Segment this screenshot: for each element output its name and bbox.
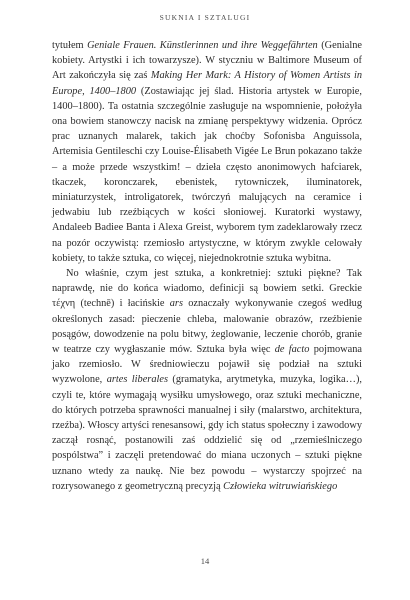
text-run: oznaczały wykonywanie czegoś według określonych zasad: pieczenie chleba, malowanie obrazów, rzeźbienie posągów, dowodzenie na polu bitwy, żeglowanie, leczenie chorób, granie w teatrze czy wygłaszanie mów. Sztuka była więc bbox=[52, 298, 362, 356]
text-run: No właśnie, czym jest sztuka, a konkretniej: sztuki piękne? Tak naprawdę, nie do końca wiadomo, definicji są bowiem setki. Greckie τέχνη (technē) i łacińskie bbox=[52, 268, 362, 310]
text-run: tytułem bbox=[52, 40, 88, 51]
running-header: SUKNIA I SZTALUGI bbox=[159, 13, 251, 22]
paragraph-2 bbox=[52, 266, 362, 494]
text-run: (Zostawiając jej ślad. Historia artystek w Europie, 1400–1800). Ta ostatnia szczególnie zasługuje na wspomnienie, położyła ona bowiem stanowczy nacisk na zmianę perspektywy widzenia. Oprócz prac uznanych malarek, takich jak choćby Sofonisba Anguissola, Artemisia Gentileschi czy Louise-Élisabeth Vigée Le Brun pokazano także – a może przede wszystkim! – dzieła często anonimowych hafciarek, tkaczek, koronczarek, ebenistek, rytowniczek, iluminatorek, miniaturzystek, introligatorek, twórczyń malujących na ceramice i jedwabiu lub rzeźbiących w kości słoniowej. Kuratorki wystawy, Andaleeb Badiee Banta i Alexa Greist, wyborem tym zadeklarowały rzecz na pozór oczywistą: rzemiosło artystyczne, w którym zwykle celowały kobiety, to także sztuka, co więcej, niejednokrotnie sztuka wybitna. bbox=[52, 85, 362, 264]
page-number: 14 bbox=[200, 556, 210, 566]
text-run: pojmowana jako rzemiosło. W średniowieczu pojawił się podział na sztuki wyzwolone, bbox=[52, 344, 362, 386]
italic-term: de facto bbox=[274, 344, 310, 356]
body-text bbox=[52, 38, 362, 494]
paragraph-1 bbox=[52, 38, 362, 266]
italic-title: Człowieka witruwiańskiego bbox=[223, 480, 338, 492]
text-run: (Genialne kobiety. Artystki i ich towarzysze). W styczniu w Baltimore Museum of Art zakończyła się zaś bbox=[52, 40, 362, 82]
italic-term: ars bbox=[169, 298, 183, 310]
italic-term: artes liberales bbox=[106, 374, 168, 386]
italic-title: Making Her Mark: A History of Women Artists in Europe, 1400–1800 bbox=[52, 70, 362, 97]
text-run: (gramatyka, arytmetyka, muzyka, logika…), czyli te, które wymagają wysiłku umysłowego, oraz sztuki mechaniczne, do których potrzeba sprawności manualnej i siły (malarstwo, architektura, rzeźba). Włoscy artyści renesansowi, gdy ich status społeczny i zawodowy zaczął rosnąć, postanowili zaś oddzielić się od „rzemieślniczego pospólstwa” i zaczęli pretendować do miana uczonych – sztuki piękne uznano wtedy za naukę. Nie bez powodu – wystarczy spojrzeć na rozrysowanego z geometryczną precyzją bbox=[52, 374, 362, 492]
italic-title: Geniale Frauen. Künstlerinnen und ihre Weggefährten bbox=[87, 40, 318, 51]
